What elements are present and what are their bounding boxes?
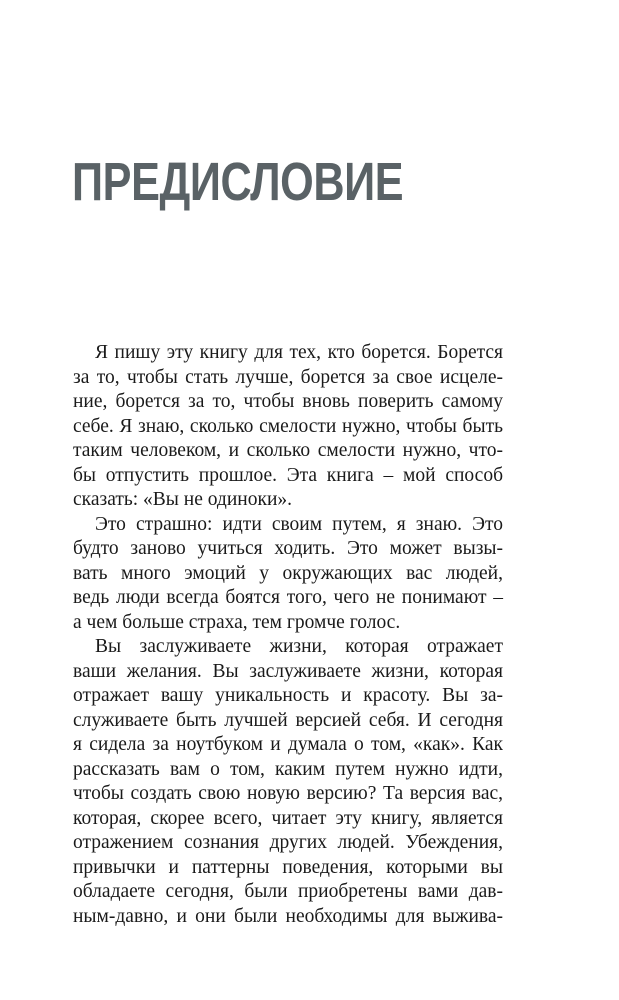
text-line: ние, борется за то, чтобы вновь поверить самому (73, 391, 503, 412)
text-line: отражением сознания других людей. Убеждения, (73, 832, 503, 853)
text-line: обладаете сегодня, были приобретены вами дав- (73, 881, 503, 902)
text-line: себе. Я знаю, сколько смелости нужно, чтобы быть (73, 415, 503, 437)
text-line: отражает вашу уникальность и красоту. Вы за- (73, 685, 503, 706)
paragraph-3 (73, 635, 503, 929)
chapter-title: ПРЕДИСЛОВИЕ (72, 152, 404, 212)
text-line: чтобы создать свою новую версию? Та версия вас, (73, 783, 503, 804)
text-line: вать много эмоций у окружающих вас людей, (73, 562, 503, 584)
text-line: ведь люди всегда боятся того, чего не понимают – (73, 587, 503, 608)
text-line: Вы заслуживаете жизни, которая отражает (95, 636, 503, 657)
text-line: бы отпустить прошлое. Эта книга – мой способ (73, 464, 503, 486)
text-line: я сидела за ноутбуком и думала о том, «как». Как (73, 734, 503, 755)
paragraph-2 (73, 513, 503, 636)
text-line: привычки и паттерны поведения, которыми вы (73, 856, 503, 878)
text-line: рассказать вам о том, каким путем нужно идти, (73, 758, 503, 780)
text-line: таким человеком, и сколько смелости нужно, что- (73, 440, 503, 461)
text-line: служиваете быть лучшей версией себя. И сегодня (73, 709, 503, 731)
text-line: ным-давно, и они были необходимы для выжива- (73, 905, 503, 927)
text-line: Это страшно: идти своим путем, я знаю. Это (95, 513, 503, 535)
text-line: сказать: «Вы не одиноки». (73, 489, 293, 510)
text-line: ваши желания. Вы заслуживаете жизни, которая (73, 660, 503, 682)
text-line: Я пишу эту книгу для тех, кто борется. Борется (95, 342, 503, 363)
paragraph-1 (73, 341, 503, 513)
body-text (73, 341, 503, 929)
text-line: за то, чтобы стать лучше, борется за свое исцеле- (73, 366, 503, 388)
text-line: будто заново учиться ходить. Это может вызы- (73, 538, 503, 559)
text-line: а чем больше страха, тем громче голос. (73, 611, 401, 633)
text-line: которая, скорее всего, читает эту книгу, является (73, 807, 503, 829)
